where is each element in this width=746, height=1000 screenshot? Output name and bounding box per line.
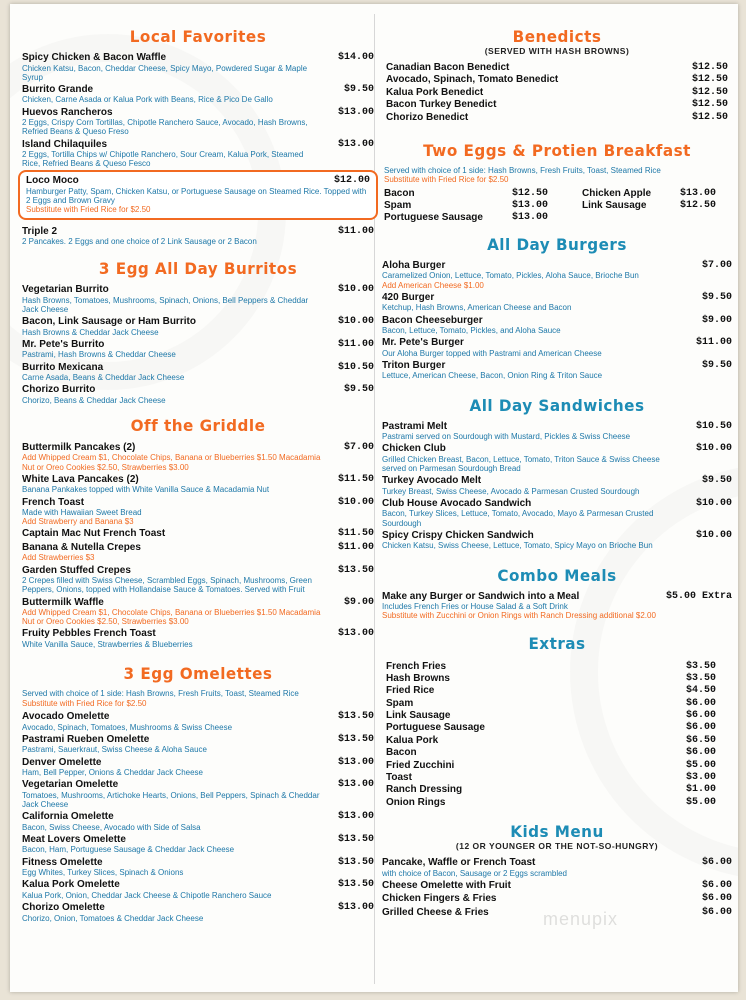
menu-item	[22, 528, 374, 540]
menu-item	[22, 757, 374, 778]
item-name: Burrito Grande	[22, 83, 94, 95]
item-price: $6.00	[701, 893, 732, 905]
item-name: Meat Lovers Omelette	[22, 833, 126, 845]
menu-item	[22, 339, 374, 360]
menu-item	[382, 421, 732, 442]
item-name: Chorizo Omelette	[22, 902, 105, 914]
item-name: Fried Zucchini	[386, 759, 455, 771]
item-price: $4.50	[686, 685, 717, 697]
menu-item	[22, 497, 374, 527]
menu-item	[382, 443, 732, 473]
item-price: $13.00	[512, 199, 549, 211]
item-desc: 2 Pancakes. 2 Eggs and one choice of 2 Link Sausage or 2 Bacon	[22, 237, 257, 247]
item-desc: Bacon, Lettuce, Tomato, Pickles, and Aloha Sauce	[382, 326, 561, 336]
item-name: Aloha Burger	[382, 259, 446, 271]
item-price: $9.50	[343, 83, 374, 95]
item-desc: Hash Browns, Tomatoes, Mushrooms, Spinach, Onions, Bell Peppers & Cheddar Jack Cheese	[22, 295, 309, 314]
item-name: Cheese Omelette with Fruit	[382, 879, 511, 891]
item-desc: Kalua Pork, Onion, Cheddar Jack Cheese & Chipotle Ranchero Sauce	[22, 890, 272, 900]
item-desc: Chicken Katsu, Swiss Cheese, Lettuce, Tomato, Spicy Mayo on Brioche Bun	[382, 541, 653, 551]
item-name: Triton Burger	[382, 359, 446, 371]
combo-item	[382, 591, 732, 621]
menu-item	[386, 735, 732, 747]
menu-item	[22, 107, 374, 137]
omelettes-list	[22, 711, 374, 923]
item-desc: 2 Eggs, Tortilla Chips w/ Chipotle Ranchero, Sour Cream, Kalua Pork, Steamed Rice, Refried Beans & Queso Fesco	[22, 150, 304, 169]
menu-item	[22, 628, 374, 649]
item-price: $6.00	[686, 697, 717, 709]
item-name: Fruity Pebbles French Toast	[22, 628, 156, 640]
menu-item	[22, 84, 374, 105]
item-price: $6.00	[686, 710, 717, 722]
item-price: $6.00	[701, 879, 732, 891]
section-title-sandwiches: All Day Sandwiches	[469, 395, 645, 415]
menu-item	[22, 52, 374, 82]
item-desc: Turkey Breast, Swiss Cheese, Avocado & Parmesan Crusted Sourdough	[382, 486, 640, 496]
section-title-combo: Combo Meals	[497, 565, 617, 585]
menu-item	[22, 284, 374, 314]
item-price: $13.50	[337, 833, 374, 845]
section-title-benedicts: Benedicts	[512, 27, 602, 46]
item-name: Grilled Cheese & Fries	[382, 906, 489, 918]
menu-item	[22, 734, 374, 755]
item-name: Toast	[386, 772, 412, 784]
item-desc: Chorizo, Onion, Tomatoes & Cheddar Jack Cheese	[22, 913, 204, 923]
item-price: $14.00	[337, 52, 374, 63]
menu-item	[22, 474, 374, 495]
item-name: Loco Moco	[26, 175, 79, 187]
menu-item	[22, 811, 374, 832]
item-name: Avocado, Spinach, Tomato Benedict	[386, 74, 559, 86]
item-price: $13.50	[337, 879, 374, 891]
kids-subtitle: (12 OR YOUNGER OR THE NOT-SO-HUNGRY)	[455, 841, 659, 852]
item-name: Pastrami Rueben Omelette	[22, 733, 150, 745]
item-price: $10.00	[337, 284, 374, 296]
item-name: Chicken Fingers & Fries	[382, 893, 497, 905]
item-add: Add Strawberries $3	[22, 553, 95, 563]
menu-item	[22, 834, 374, 855]
item-name: Club House Avocado Sandwich	[382, 497, 532, 509]
item-price: $12.50	[680, 199, 717, 211]
menu-item	[22, 902, 374, 923]
section-title-extras: Extras	[528, 633, 586, 653]
menu-item	[386, 74, 732, 86]
item-price: $5.00 Extra	[665, 590, 732, 602]
item-name: Garden Stuffed Crepes	[22, 564, 131, 576]
item-name: French Toast	[22, 496, 85, 508]
menu-item	[22, 316, 374, 337]
menu-item	[386, 722, 732, 734]
two-eggs-grid	[384, 188, 732, 226]
menu-item	[382, 337, 732, 358]
menu-item	[22, 711, 374, 732]
menu-item	[382, 530, 732, 551]
menu-item	[386, 661, 732, 673]
item-name: Buttermilk Waffle	[22, 596, 104, 608]
item-desc: with choice of Bacon, Sausage or 2 Eggs scrambled	[382, 868, 567, 878]
item-price: $11.00	[337, 541, 374, 553]
item-desc: Chicken, Carne Asada or Kalua Pork with Beans, Rice & Pico De Gallo	[22, 95, 273, 105]
section-title-griddle: Off the Griddle	[130, 415, 266, 435]
item-price: $13.00	[337, 138, 374, 150]
item-name: Triple 2	[22, 225, 58, 237]
item-name: Portuguese Sausage	[386, 722, 485, 734]
item-desc: Ham, Bell Pepper, Onions & Cheddar Jack Cheese	[22, 768, 203, 778]
item-name: Kalua Pork Omelette	[22, 879, 120, 891]
item-desc: Bacon, Ham, Portuguese Sausage & Cheddar Jack Cheese	[22, 845, 235, 855]
menu-item	[386, 698, 732, 710]
item-desc: Bacon, Swiss Cheese, Avocado with Side of Salsa	[22, 822, 201, 832]
item-name: Link Sausage	[582, 199, 647, 211]
section-title-two-eggs: Two Eggs & Protien Breakfast	[423, 140, 691, 160]
item-name: Avocado Omelette	[22, 711, 110, 723]
item-name: 420 Burger	[382, 291, 435, 303]
menu-item	[386, 772, 732, 784]
item-desc: Chorizo, Beans & Cheddar Jack Cheese	[22, 395, 166, 405]
item-name: Captain Mac Nut French Toast	[22, 528, 166, 540]
menu-item	[386, 87, 732, 99]
item-price: $10.50	[695, 420, 732, 432]
item-price: $9.50	[701, 291, 732, 303]
menu-item	[22, 542, 374, 563]
burgers-list	[382, 260, 732, 381]
two-eggs-note: Served with choice of 1 side: Hash Browns, Fresh Fruits, Toast, Steamed Rice	[384, 165, 661, 175]
section-title-burritos: 3 Egg All Day Burritos	[98, 259, 298, 279]
item-name: Mr. Pete's Burrito	[22, 338, 105, 350]
burritos-list	[22, 284, 374, 405]
item-name: Chorizo Benedict	[386, 111, 469, 123]
omelettes-note-add: Substitute with Fried Rice for $2.50	[22, 698, 147, 708]
benedicts-list	[382, 62, 732, 124]
item-price: $9.50	[343, 384, 374, 396]
menu-item	[22, 779, 374, 809]
item-desc: Caramelized Onion, Lettuce, Tomato, Pickles, Aloha Sauce, Brioche Bun	[382, 271, 639, 281]
item-desc: Hash Browns & Cheddar Jack Cheese	[22, 327, 159, 337]
item-price: $11.00	[337, 225, 374, 237]
right-column	[382, 4, 732, 920]
item-desc: Made with Hawaiian Sweet Bread	[22, 508, 142, 518]
item-add: Add Whipped Cream $1, Chocolate Chips, Banana or Blueberries $1.50 Macadamia Nut or Oreo Cookies $2.50, Strawberries $3.00	[22, 453, 321, 472]
item-desc: 2 Eggs, Crispy Corn Tortillas, Chipotle Ranchero Sauce, Avocado, Hash Browns, Refried Beans & Queso Freso	[22, 118, 308, 137]
item-price: $12.50	[692, 74, 729, 86]
item-price: $6.00	[686, 722, 717, 734]
item-name: Bacon Turkey Benedict	[386, 99, 497, 111]
menu-item	[22, 139, 374, 169]
item-name: Pancake, Waffle or French Toast	[382, 857, 536, 869]
item-price: $6.50	[686, 734, 717, 746]
item-name: Island Chilaquiles	[22, 138, 108, 150]
item-price: $9.00	[343, 596, 374, 608]
menu-item	[382, 475, 732, 496]
item-name: Fried Rice	[386, 685, 435, 697]
griddle-list	[22, 442, 374, 649]
item-name: Kalua Pork Benedict	[386, 86, 484, 98]
item-name: Banana & Nutella Crepes	[22, 541, 141, 553]
section-title-omelettes: 3 Egg Omelettes	[123, 664, 273, 684]
item-price: $5.00	[686, 796, 717, 808]
item-price: $12.50	[692, 86, 729, 98]
item-price: $12.50	[692, 99, 729, 111]
item-name: Bacon Cheeseburger	[382, 314, 483, 326]
item-name: Link Sausage	[386, 710, 451, 722]
menu-item	[382, 857, 732, 878]
watermark: menupix	[542, 909, 618, 929]
column-divider	[374, 14, 375, 984]
item-add: Substitute with Zucchini or Onion Rings with Ranch Dressing additional $2.00	[382, 611, 656, 621]
item-name: Kalua Pork	[386, 734, 439, 746]
item-price: $13.50	[337, 733, 374, 745]
item-add: Substitute with Fried Rice for $2.50	[26, 205, 151, 215]
menu-item	[382, 360, 732, 381]
menu-item	[22, 442, 374, 472]
item-name: Pastrami Melt	[382, 420, 448, 432]
item-name: Onion Rings	[386, 796, 446, 808]
item-price: $13.00	[512, 211, 549, 223]
item-price: $10.50	[337, 361, 374, 373]
item-desc: Pastrami served on Sourdough with Mustard, Pickles & Swiss Cheese	[382, 432, 631, 442]
section-title-local-favorites: Local Favorites	[129, 27, 267, 46]
item-add: Add American Cheese $1.00	[382, 280, 484, 290]
item-name: Spam	[384, 199, 412, 211]
menu-item	[386, 673, 732, 685]
menu-sheet	[10, 4, 738, 992]
item-add: Add Strawberry and Banana $3	[22, 517, 134, 527]
item-desc: Carne Asada, Beans & Cheddar Jack Cheese	[22, 373, 185, 383]
item-price: $9.50	[701, 475, 732, 487]
two-eggs-note-add: Substitute with Fried Rice for $2.50	[384, 175, 509, 185]
menu-item	[22, 857, 374, 878]
item-name: Vegetarian Burrito	[22, 284, 109, 296]
item-name: Portuguese Sausage	[384, 211, 483, 223]
menu-item	[22, 384, 374, 405]
benedicts-subtitle: (SERVED WITH HASH BROWNS)	[484, 46, 630, 56]
item-price: $3.50	[686, 672, 717, 684]
menu-item	[386, 62, 732, 74]
item-price: $13.00	[337, 628, 374, 640]
item-name: Chorizo Burrito	[22, 384, 96, 396]
menu-item	[22, 362, 374, 383]
menu-item	[386, 685, 732, 697]
item-add: Add Whipped Cream $1, Chocolate Chips, Banana or Blueberries $1.50 Macadamia Nut or Oreo Cookies $2.50, Strawberries $3.00	[22, 608, 321, 627]
item-name: California Omelette	[22, 811, 114, 823]
menu-item	[382, 880, 732, 892]
item-price: $11.00	[337, 338, 374, 350]
item-price: $7.00	[701, 259, 732, 271]
item-price: $10.00	[695, 443, 732, 455]
item-name: Buttermilk Pancakes (2)	[22, 441, 136, 453]
menu-item	[22, 226, 374, 247]
item-desc: Tomatoes, Mushrooms, Artichoke Hearts, Onions, Bell Peppers, Spinach & Cheddar Jack Cheese	[22, 790, 320, 809]
item-price: $10.00	[695, 497, 732, 509]
item-name: Denver Omelette	[22, 756, 102, 768]
menu-item	[22, 597, 374, 627]
item-price: $13.00	[337, 779, 374, 791]
item-desc: Banana Pankakes topped with White Vanilla Sauce & Macadamia Nut	[22, 485, 270, 495]
menu-item	[386, 99, 732, 111]
item-name: Spicy Chicken & Bacon Waffle	[22, 52, 167, 63]
item-name: Hash Browns	[386, 672, 450, 684]
item-price: $3.00	[686, 772, 717, 784]
item-price: $6.00	[701, 906, 732, 918]
loco-moco-highlight	[18, 170, 378, 219]
item-price: $13.00	[680, 187, 717, 199]
item-price: $13.50	[337, 856, 374, 868]
item-name: Fitness Omelette	[22, 856, 103, 868]
extras-list	[382, 661, 732, 810]
item-price: $5.00	[686, 759, 717, 771]
menu-item	[386, 784, 732, 796]
item-price: $12.50	[692, 62, 729, 73]
item-price: $12.00	[333, 175, 370, 187]
item-desc: Hamburger Patty, Spam, Chicken Katsu, or Portuguese Sausage on Steamed Rice. Topped with 2 Eggs and Brown Gravy	[26, 186, 367, 206]
menu-item	[386, 797, 732, 809]
item-name: Spicy Crispy Chicken Sandwich	[382, 529, 534, 541]
item-desc: Lettuce, American Cheese, Bacon, Onion Ring & Triton Sauce	[382, 371, 603, 381]
item-desc: Pastrami, Sauerkraut, Swiss Cheese & Aloha Sauce	[22, 745, 207, 755]
menu-item	[22, 879, 374, 900]
item-price: $13.00	[337, 756, 374, 768]
item-name: Vegetarian Omelette	[22, 779, 119, 791]
item-name: Make any Burger or Sandwich into a Meal	[382, 590, 580, 602]
local-favorites-list	[22, 52, 374, 168]
menu-item	[382, 315, 732, 336]
item-price: $13.50	[337, 711, 374, 723]
item-name: Burrito Mexicana	[22, 361, 104, 373]
menu-item	[382, 260, 732, 290]
menu-item	[386, 112, 732, 124]
item-desc: Chicken Katsu, Bacon, Cheddar Cheese, Spicy Mayo, Powdered Sugar & Maple Syrup	[22, 63, 308, 82]
item-price: $10.00	[337, 496, 374, 508]
item-name: Chicken Club	[382, 443, 446, 455]
item-price: $11.50	[337, 528, 374, 540]
item-name: French Fries	[386, 660, 447, 672]
item-name: Canadian Bacon Benedict	[386, 62, 510, 73]
item-name: Bacon	[384, 187, 415, 199]
sandwiches-list	[382, 421, 732, 551]
item-name: Chicken Apple	[582, 187, 652, 199]
left-column	[22, 4, 374, 925]
item-name: White Lava Pancakes (2)	[22, 473, 139, 485]
item-price: $1.00	[686, 784, 717, 796]
menu-item	[386, 710, 732, 722]
item-price: $13.00	[337, 106, 374, 118]
item-name: Ranch Dressing	[386, 784, 463, 796]
section-title-kids: Kids Menu	[510, 822, 604, 842]
item-price: $11.00	[695, 337, 732, 349]
item-name: Turkey Avocado Melt	[382, 475, 482, 487]
item-price: $6.00	[686, 747, 717, 759]
item-name: Bacon, Link Sausage or Ham Burrito	[22, 316, 196, 328]
item-price: $12.50	[512, 187, 549, 199]
item-price: $13.50	[337, 564, 374, 576]
item-price: $7.00	[343, 441, 374, 453]
item-price: $11.50	[337, 473, 374, 485]
item-desc: Grilled Chicken Breast, Bacon, Lettuce, Tomato, Triton Sauce & Swiss Cheese served on Parmesan Sourdough Bread	[382, 454, 660, 474]
item-desc: White Vanilla Sauce, Strawberries & Blueberries	[22, 639, 193, 649]
section-title-burgers: All Day Burgers	[487, 234, 627, 254]
item-name: Spam	[386, 697, 414, 709]
item-price: $3.50	[686, 660, 717, 672]
item-desc: Includes French Fries or House Salad & a Soft Drink	[382, 602, 568, 612]
menu-item	[382, 292, 732, 313]
item-name: Bacon	[386, 747, 417, 759]
item-price: $10.00	[337, 316, 374, 328]
item-desc: 2 Crepes filled with Swiss Cheese, Scrambled Eggs, Spinach, Mushrooms, Green Peppers, Onions, topped with Hollandaise Sauce & Tomatoes. Served with Fruit	[22, 576, 312, 595]
item-name: Mr. Pete's Burger	[382, 337, 464, 349]
item-price: $9.50	[701, 359, 732, 371]
item-desc: Avocado, Spinach, Tomatoes, Mushrooms & Swiss Cheese	[22, 722, 233, 732]
item-price: $9.00	[701, 314, 732, 326]
item-price: $12.50	[692, 111, 729, 123]
item-price: $13.00	[337, 811, 374, 823]
menu-item	[22, 565, 374, 595]
item-price: $10.00	[695, 529, 732, 541]
menu-item	[386, 747, 732, 759]
item-price: $13.00	[337, 902, 374, 914]
menu-item	[382, 893, 732, 905]
item-desc: Egg Whites, Turkey Slices, Spinach & Onions	[22, 868, 184, 878]
item-desc: Pastrami, Hash Browns & Cheddar Cheese	[22, 350, 176, 360]
item-desc: Bacon, Turkey Slices, Lettuce, Tomato, Avocado, Mayo & Parmesan Crusted Sourdough	[382, 509, 654, 528]
omelettes-note: Served with choice of 1 side: Hash Browns, Fresh Fruits, Toast, Steamed Rice	[22, 689, 299, 699]
item-desc: Ketchup, Hash Browns, American Cheese and Bacon	[382, 303, 572, 313]
item-desc: Our Aloha Burger topped with Pastrami and American Cheese	[382, 348, 602, 358]
item-name: Huevos Rancheros	[22, 106, 113, 118]
menu-item	[386, 760, 732, 772]
menu-item	[382, 498, 732, 528]
item-price: $6.00	[701, 857, 732, 869]
